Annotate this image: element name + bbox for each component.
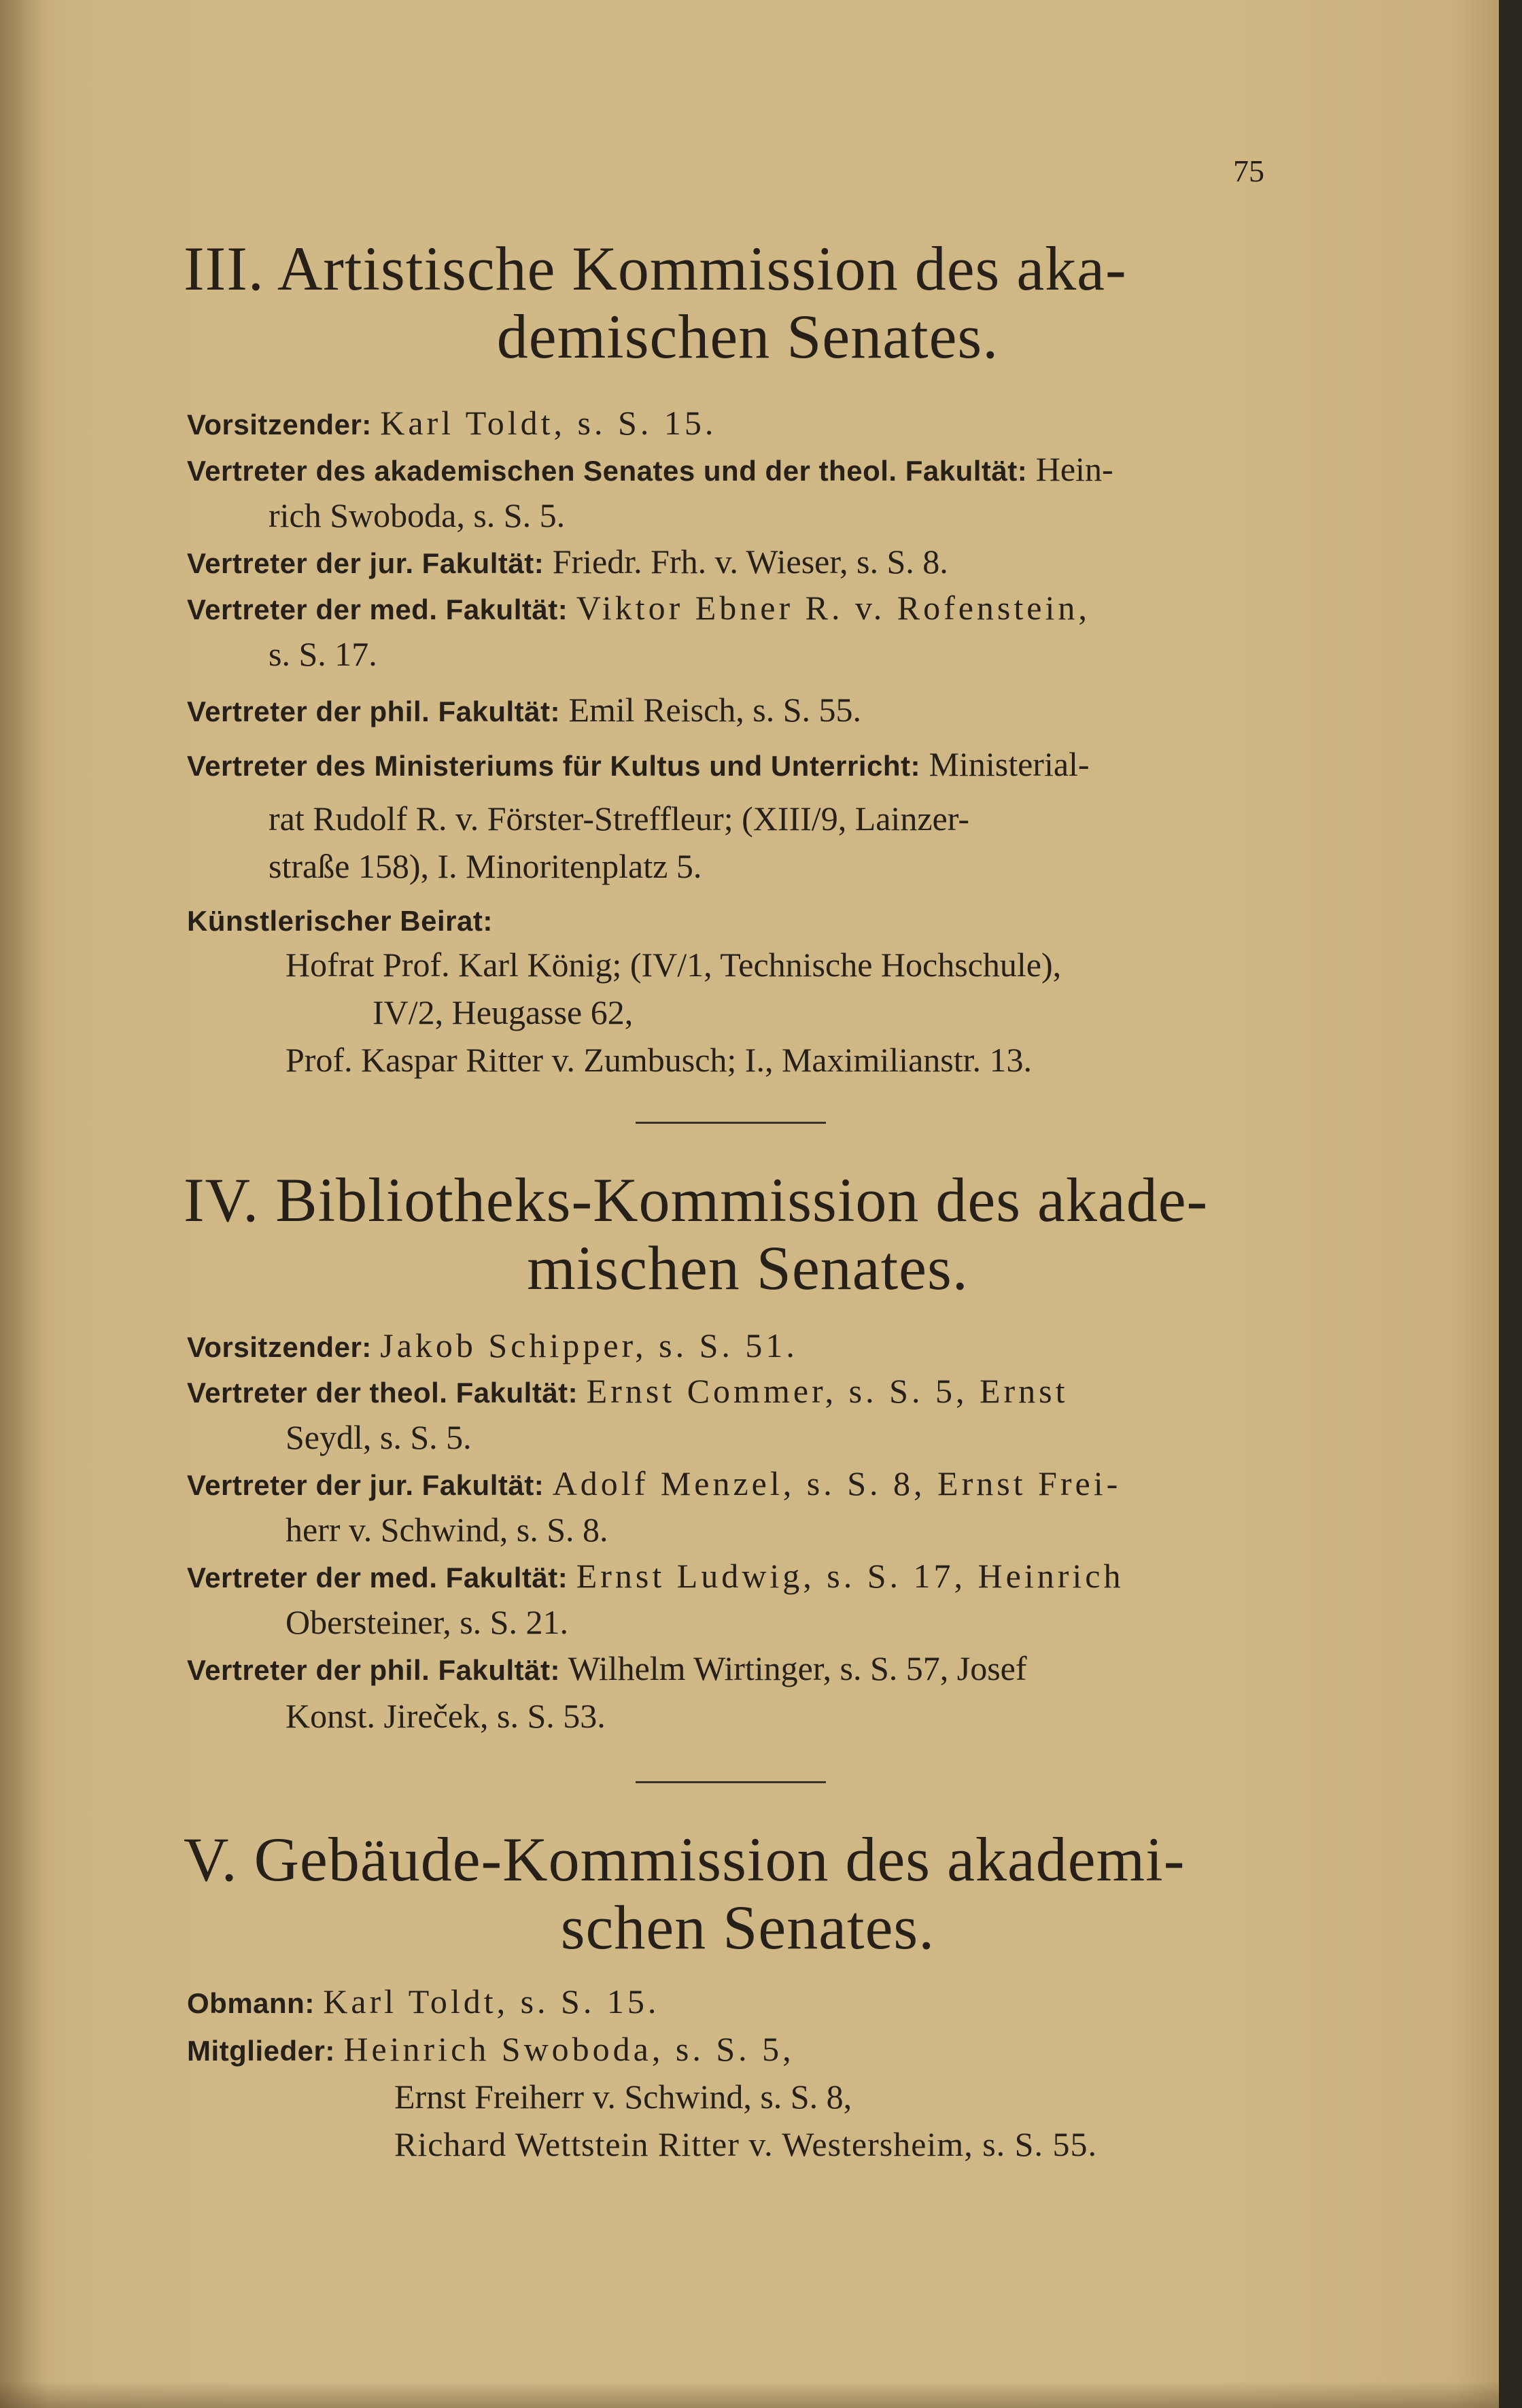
section-divider	[636, 1781, 826, 1783]
page-number: 75	[1233, 154, 1264, 188]
entry-text: Karl Toldt, s. S. 15.	[323, 1982, 660, 2020]
entry-text: Ernst Ludwig, s. S. 17, Heinrich	[576, 1557, 1124, 1595]
section-5-heading	[184, 1825, 1271, 1961]
section-3-line	[187, 585, 1275, 633]
section-3-heading-line-2: demischen Senates.	[496, 302, 999, 371]
section-5-heading-line-2: schen Senates.	[560, 1893, 935, 1962]
binding-shadow	[0, 0, 48, 2408]
section-5-line	[187, 1978, 1275, 2027]
entry-label: Vertreter der theol. Fakultät:	[187, 1377, 578, 1409]
entry-text: Ernst Commer, s. S. 5, Ernst	[586, 1372, 1069, 1410]
section-4-line	[187, 1553, 1275, 1601]
section-3-continuation: rat Rudolf R. v. Förster-Streffleur; (XIII/9, Lainzer-	[269, 799, 970, 838]
entry-text: Wilhelm Wirtinger, s. S. 57, Josef	[568, 1649, 1027, 1687]
entry-label: Mitglieder:	[187, 2035, 335, 2067]
section-3-line	[187, 400, 1275, 448]
section-4-continuation: Obersteiner, s. S. 21.	[286, 1603, 568, 1641]
section-3-continuation: s. S. 17.	[269, 635, 377, 673]
entry-text: Ministerial-	[929, 745, 1090, 783]
entry-label: Vertreter der med. Fakultät:	[187, 594, 568, 625]
section-3-continuation: IV/2, Heugasse 62,	[373, 993, 634, 1031]
entry-label: Vertreter der jur. Fakultät:	[187, 1469, 544, 1501]
section-3-line	[187, 741, 1275, 789]
section-4-line	[187, 1368, 1275, 1416]
section-3-line	[187, 687, 1275, 735]
entry-label: Vertreter des Ministeriums für Kultus und Unterricht:	[187, 750, 921, 782]
page-bottom-edge	[0, 2381, 1499, 2408]
section-3-continuation: Prof. Kaspar Ritter v. Zumbusch; I., Maximilianstr. 13.	[286, 1041, 1032, 1079]
section-4-continuation: Konst. Jireček, s. S. 53.	[286, 1697, 606, 1735]
section-3-heading	[184, 235, 1271, 371]
entry-label: Künstlerischer Beirat:	[187, 905, 493, 937]
section-5-continuation: Richard Wettstein Ritter v. Westersheim, s. S. 55.	[394, 2125, 1097, 2163]
section-4-continuation: Seydl, s. S. 5.	[286, 1418, 472, 1456]
entry-label: Vertreter der jur. Fakultät:	[187, 547, 544, 579]
entry-label: Obmann:	[187, 1987, 315, 2019]
entry-label: Vorsitzender:	[187, 1331, 372, 1363]
section-5-line	[187, 2026, 1275, 2074]
entry-text: Jakob Schipper, s. S. 51.	[380, 1326, 798, 1364]
entry-text: Emil Reisch, s. S. 55.	[568, 691, 862, 729]
entry-text: Viktor Ebner R. v. Rofenstein,	[576, 589, 1090, 627]
entry-label: Vorsitzender:	[187, 409, 372, 441]
entry-label: Vertreter der med. Fakultät:	[187, 1562, 568, 1594]
entry-text: Hein-	[1035, 450, 1113, 488]
section-5-continuation: Ernst Freiherr v. Schwind, s. S. 8,	[394, 2078, 852, 2116]
section-4-line	[187, 1460, 1275, 1509]
section-3-continuation: Hofrat Prof. Karl König; (IV/1, Technische Hochschule),	[286, 946, 1062, 984]
entry-text: Adolf Menzel, s. S. 8, Ernst Frei-	[552, 1464, 1122, 1502]
section-divider	[636, 1122, 826, 1124]
section-3-continuation: straße 158), I. Minoritenplatz 5.	[269, 847, 702, 885]
entry-text: Friedr. Frh. v. Wieser, s. S. 8.	[552, 543, 948, 581]
entry-label: Vertreter des akademischen Senates und der theol. Fakultät:	[187, 455, 1028, 487]
section-3-line	[187, 896, 1275, 944]
section-4-line	[187, 1322, 1275, 1371]
entry-text: Heinrich Swoboda, s. S. 5,	[343, 2030, 795, 2068]
section-3-line	[187, 446, 1275, 494]
section-4-line	[187, 1645, 1275, 1693]
entry-label: Vertreter der phil. Fakultät:	[187, 695, 560, 727]
entry-text: Karl Toldt, s. S. 15.	[380, 404, 717, 442]
section-4-heading-line-2: mischen Senates.	[527, 1233, 969, 1303]
section-4-heading	[184, 1166, 1271, 1302]
section-4-heading-line-1: IV. Bibliotheks-Kommission des akade-	[184, 1165, 1209, 1235]
section-5-heading-line-1: V. Gebäude-Kommission des akademi-	[184, 1825, 1186, 1894]
section-3-continuation: rich Swoboda, s. S. 5.	[269, 496, 566, 534]
section-3-line	[187, 538, 1275, 587]
section-4-continuation: herr v. Schwind, s. S. 8.	[286, 1511, 608, 1549]
section-3-heading-line-1: III. Artistische Kommission des aka-	[184, 234, 1127, 303]
entry-label: Vertreter der phil. Fakultät:	[187, 1654, 560, 1686]
